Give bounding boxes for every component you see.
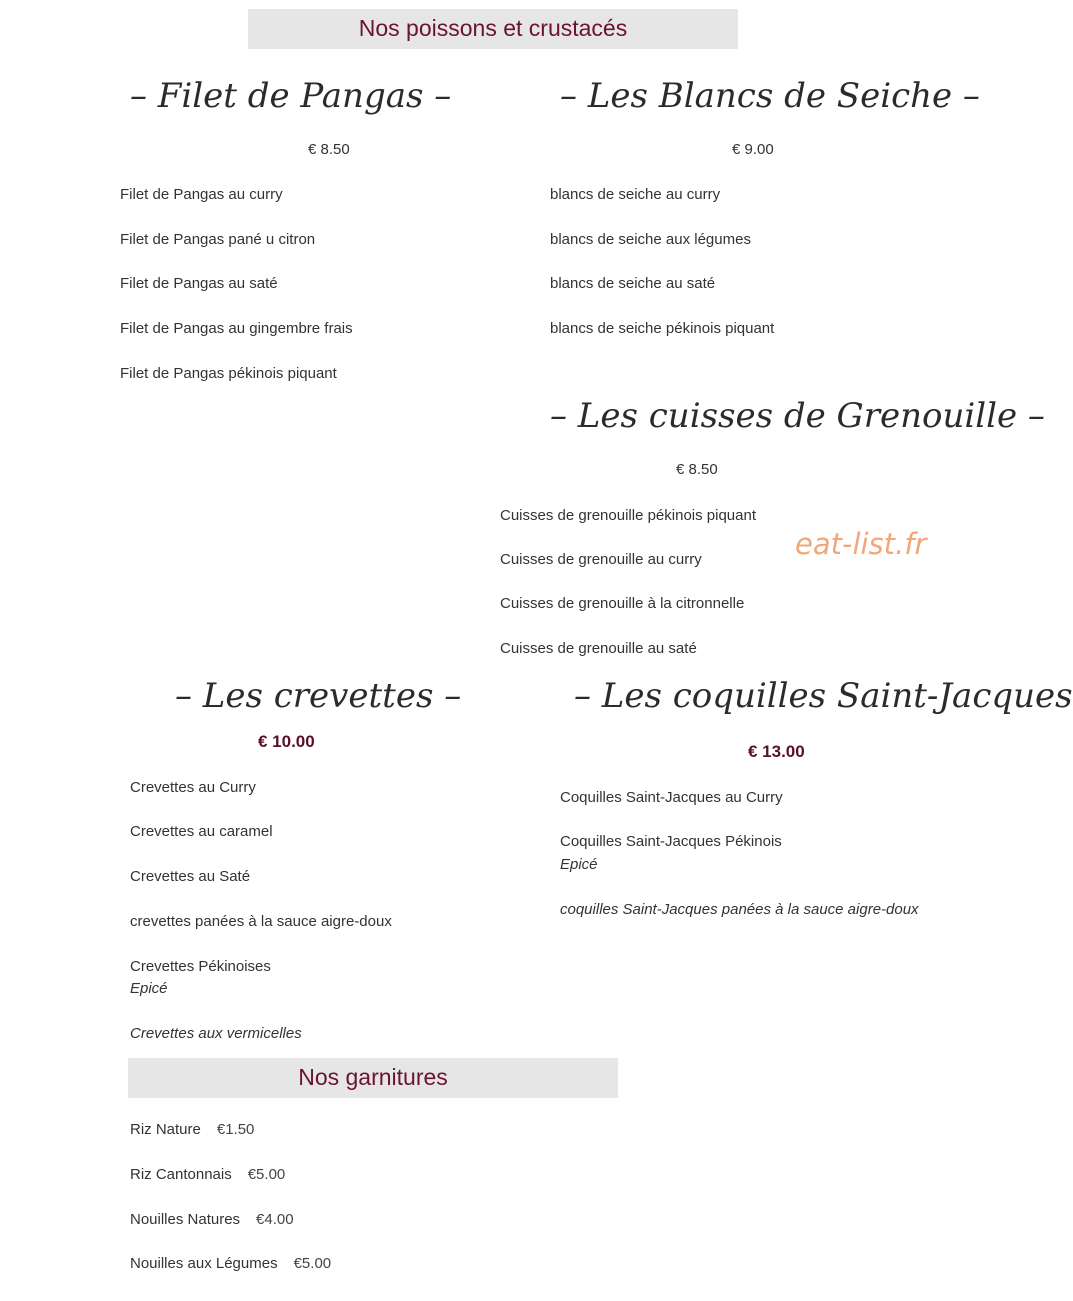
- menu-item: Coquilles Saint-Jacques Pékinois: [560, 833, 782, 850]
- menu-item: coquilles Saint-Jacques panées à la sauce aigre-doux: [560, 901, 919, 918]
- menu-item: blancs de seiche pékinois piquant: [550, 320, 775, 337]
- coquilles-title: – Les coquilles Saint-Jacques: [574, 676, 1073, 716]
- menu-item: Filet de Pangas au curry: [120, 186, 283, 203]
- spicy-note: Epicé: [560, 856, 598, 873]
- crevettes-title: – Les crevettes –: [175, 676, 462, 716]
- seiche-title: – Les Blancs de Seiche –: [560, 76, 980, 116]
- menu-item: Crevettes au Saté: [130, 868, 251, 885]
- pangas-price: € 8.50: [308, 141, 350, 158]
- side-item-name: Riz Nature: [130, 1121, 201, 1138]
- menu-item: crevettes panées à la sauce aigre-doux: [130, 913, 392, 930]
- pangas-title: – Filet de Pangas –: [130, 76, 452, 116]
- menu-item: blancs de seiche au saté: [550, 275, 716, 292]
- crevettes-price: € 10.00: [258, 732, 315, 751]
- side-item-price: €5.00: [247, 1166, 286, 1183]
- menu-item: Coquilles Saint-Jacques au Curry: [560, 789, 783, 806]
- side-item: [130, 1121, 254, 1138]
- spicy-note: Epicé: [130, 980, 168, 997]
- section-title: Nos poissons et crustacés: [358, 15, 628, 41]
- menu-item: blancs de seiche aux légumes: [550, 231, 751, 248]
- side-item-name: Riz Cantonnais: [130, 1166, 232, 1183]
- menu-item: Filet de Pangas au saté: [120, 275, 278, 292]
- side-item-price: €5.00: [293, 1255, 332, 1272]
- grenouille-title: – Les cuisses de Grenouille –: [550, 396, 1045, 436]
- menu-item: Filet de Pangas au gingembre frais: [120, 320, 353, 337]
- garnitures-title: Nos garnitures: [298, 1064, 448, 1090]
- menu-item: Filet de Pangas pané u citron: [120, 231, 316, 248]
- menu-item: Cuisses de grenouille au curry: [500, 551, 702, 568]
- menu-item: Crevettes aux vermicelles: [130, 1025, 302, 1042]
- coquilles-price: € 13.00: [748, 742, 805, 761]
- side-item-price: €4.00: [256, 1211, 294, 1228]
- menu-item: Crevettes au caramel: [130, 823, 273, 840]
- seiche-price: € 9.00: [732, 141, 774, 158]
- grenouille-price: € 8.50: [676, 461, 718, 478]
- side-item-name: Nouilles aux Légumes: [130, 1255, 278, 1272]
- side-item: [130, 1255, 331, 1272]
- menu-item: Crevettes au Curry: [130, 779, 256, 796]
- section-banner-poissons: [248, 9, 738, 49]
- side-item-price: €1.50: [216, 1121, 255, 1138]
- side-item: [130, 1166, 285, 1183]
- side-item: [130, 1211, 294, 1228]
- menu-item: Cuisses de grenouille au saté: [500, 640, 697, 657]
- watermark: eat-list.fr: [795, 527, 927, 561]
- side-item-name: Nouilles Natures: [130, 1211, 241, 1228]
- menu-item: Filet de Pangas pékinois piquant: [120, 365, 337, 382]
- menu-item: Crevettes Pékinoises: [130, 958, 271, 975]
- section-banner-garnitures: [128, 1058, 618, 1098]
- menu-item: blancs de seiche au curry: [550, 186, 721, 203]
- menu-item: Cuisses de grenouille à la citronnelle: [500, 595, 745, 612]
- menu-item: Cuisses de grenouille pékinois piquant: [500, 507, 756, 524]
